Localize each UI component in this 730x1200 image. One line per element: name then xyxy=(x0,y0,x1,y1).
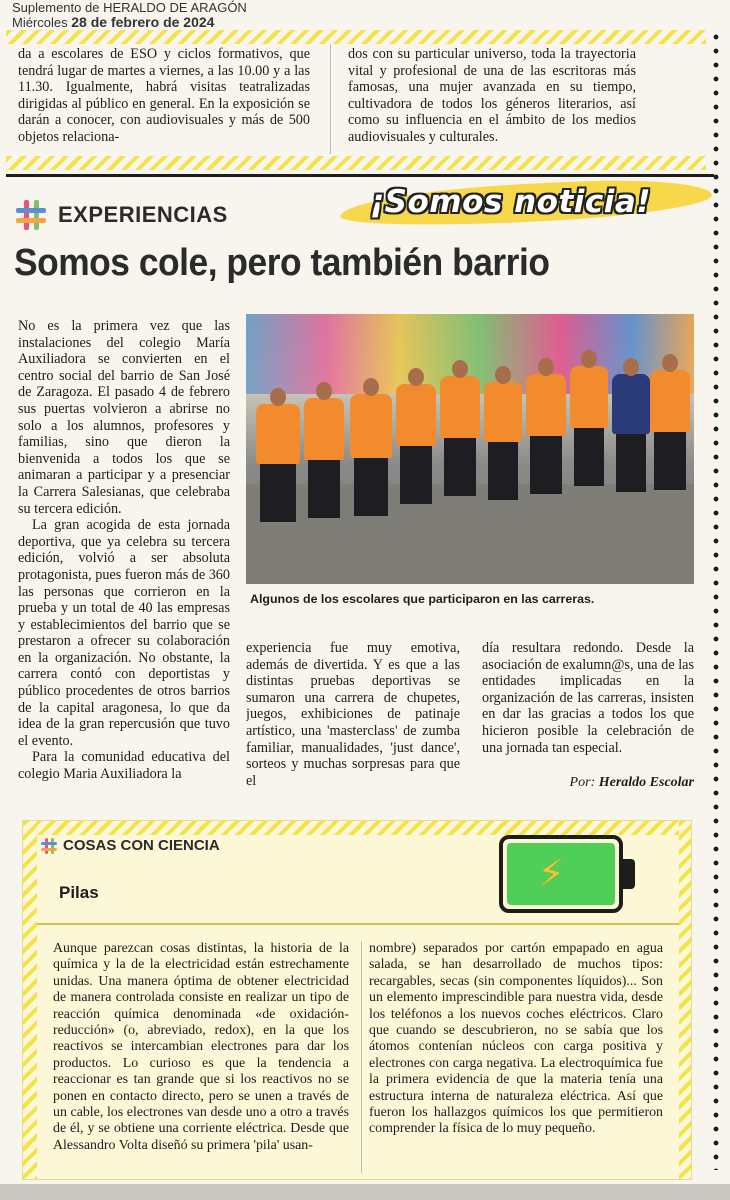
article-photo xyxy=(246,314,694,584)
hatch-stripe-top xyxy=(6,30,706,44)
article-byline xyxy=(570,775,694,791)
box-section-label: COSAS CON CIENCIA xyxy=(63,837,220,854)
article-paragraph: Para la comunidad educativa del colegio Maria Auxiliadora la xyxy=(18,749,230,783)
banner-text: ¡Somos noticia! xyxy=(370,184,651,220)
lightning-bolt-icon: ⚡ xyxy=(537,851,566,897)
student-figure xyxy=(396,384,436,446)
student-figure xyxy=(256,404,300,464)
box-column-divider xyxy=(361,941,362,1173)
issue-date-text: 28 de febrero de 2024 xyxy=(71,14,215,30)
hatch-stripe-mid xyxy=(6,156,706,170)
article-headline: Somos cole, pero también barrio xyxy=(14,242,550,284)
dotted-border xyxy=(712,30,720,1170)
box-title: Pilas xyxy=(59,883,99,902)
box-rule xyxy=(37,923,679,925)
box-column-right: nombre) separados por cartón empapado en agua salada, se han desarrollado de muchos tipos: recargables, secas (sin componentes líquidos)... Son un elemento imprescindible para nuestra vida, desde los teléfonos a los nuevos coches eléctricos. Claro que cuando se descubrieron, no se sabía que los átomos contenían núcleos con carga positiva y electrones con carga negativa. La electroquímica fue la primera evidencia de que la materia tenía una estructura interna de naturaleza eléctrica. Así que fueron los hallazgos químicos los que permitieron comprender la física de lo muy pequeño. xyxy=(369,941,663,1137)
publication-name: Suplemento de HERALDO DE ARAGÓN xyxy=(12,0,247,15)
box-section-tag xyxy=(41,837,220,854)
box-column-left: Aunque parezcan cosas distintas, la historia de la química y la de la electricidad están estrechamente unidas. Una manera óptima de obtener electricidad de manera controlada consiste en realizar un tipo de reacción química denominada «de oxidación-reducción» (o, abreviado, redox), en la que los reactivos se intercambian electrones para dar los productos. Lo curioso es que la tendencia a reaccionar es tan grande que si los reactivos no se ponen en contacto directo, pero se unen a través de un cable, los electrones van desde uno a otro a través de él, y se obtiene una corriente eléctrica. Desde que Alessandro Volta diseñó su primera 'pila' usan- xyxy=(53,941,349,1153)
student-figure xyxy=(440,376,480,438)
top-continuation-left: da a escolares de ESO y ciclos formativos, que tendrá lugar de martes a viernes, a las 10.00 y a las 11.30. Igualmente, habrá visitas teatralizadas dirigidas al público en general. En la exposición se darán a conocer, con audiovisuales y más de 500 objetos relaciona- xyxy=(18,46,310,145)
byline-author: Heraldo Escolar xyxy=(598,775,694,790)
section-tag xyxy=(14,198,228,232)
box-stripe-left xyxy=(23,821,37,1180)
bottom-bar xyxy=(0,1184,730,1200)
photo-caption: Algunos de los escolares que participaron en las carreras. xyxy=(250,592,595,606)
battery-icon xyxy=(499,835,639,913)
student-figure xyxy=(484,382,522,442)
student-figure xyxy=(650,370,690,432)
article-paragraph: La gran acogida de esta jornada deportiva, que ya celebra su tercera edición, volvió a ser absoluta protagonista, pues fueron más de 360 las personas que corrieron en la prueba y un total de 40 las empresas y establecimientos del barrio que se prestaron a ofrecer su colaboración en la organización. No obstante, la carrera contó con deportistas y público procedentes de otros barrios de la capital aragonesa, lo que da idea de la gran repercusión que tuvo el evento. xyxy=(18,517,230,749)
student-figure xyxy=(612,374,650,434)
student-figure xyxy=(526,374,566,436)
somos-noticia-banner xyxy=(340,170,720,232)
box-stripe-top xyxy=(23,821,692,835)
article-column-right: día resultara redondo. Desde la asociación de exalumn@s, una de las entidades implicadas en la organización de las carreras, insisten en dar las gracias a todos los que hicieron posible la celebración de una jornada tan especial. xyxy=(482,640,694,756)
column-divider xyxy=(330,44,331,154)
byline-prefix: Por: xyxy=(569,775,596,790)
masthead xyxy=(12,0,247,30)
section-label: EXPERIENCIAS xyxy=(58,202,228,227)
student-figure xyxy=(570,366,608,428)
issue-date xyxy=(12,15,247,30)
student-figure xyxy=(350,394,392,458)
box-stripe-right xyxy=(679,821,692,1180)
article-column-left xyxy=(18,318,230,794)
issue-weekday: Miércoles xyxy=(12,15,68,30)
article-paragraph: No es la primera vez que las instalaciones del colegio María Auxiliadora se convierten en el centro social del barrio de San José de Zaragoza. El pasado 4 de febrero sus puertas volvieron a abrirse no solo a los alumnos, profesores y familias, sino que dieron la bienvenida a todos los que se animaran a participar y a presenciar la Carrera Salesianas, que celebraba su tercera edición. xyxy=(18,318,230,517)
top-continuation-right: dos con su particular universo, toda la trayectoria vital y profesional de una de las escritoras más famosas, una mujer avanzada en su tiempo, cultivadora de todos los géneros literarios, así como su influencia en el ámbito de los medios audiovisuales y culturales. xyxy=(348,46,636,145)
cosas-con-ciencia-box xyxy=(22,820,692,1180)
hashtag-icon xyxy=(14,198,48,232)
hashtag-icon-small xyxy=(41,838,57,854)
article-column-middle: experiencia fue muy emotiva, además de divertida. Y es que a las distintas pruebas deportivas se sumaron una carrera de chupetes, juegos, exhibiciones de patinaje artístico, una 'masterclass' de zumba familiar, manualidades, 'just dance', sorteos y muchas sorpresas para que el xyxy=(246,640,460,789)
student-figure xyxy=(304,398,344,460)
